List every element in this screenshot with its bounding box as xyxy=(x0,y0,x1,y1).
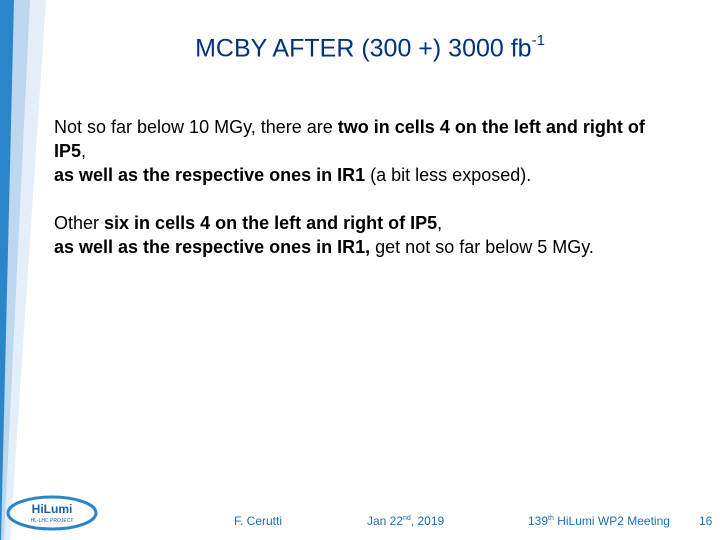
p1-line2-run-2: (a bit less exposed). xyxy=(365,165,532,185)
title-superscript: -1 xyxy=(531,32,545,49)
slide-title xyxy=(60,26,680,65)
paragraph-2 xyxy=(54,211,674,259)
p1-run-3: , xyxy=(81,141,87,161)
p2-line2-run-1: as well as the respective ones in IR1, xyxy=(54,237,371,257)
footer-meeting-prefix: 139 xyxy=(528,514,549,528)
footer-date-sup: nd xyxy=(403,515,411,522)
slide-body xyxy=(54,115,674,259)
p1-run-2: two in cells 4 on the left and right of IP5 xyxy=(54,117,645,161)
left-decorative-stripes xyxy=(0,0,70,540)
p2-run-1: Other xyxy=(54,213,105,233)
footer-meeting-suffix: HiLumi WP2 Meeting xyxy=(553,514,670,528)
p1-run-1: Not so far below 10 MGy, there are xyxy=(54,117,338,137)
footer-meeting-sup: th xyxy=(548,515,554,522)
p1-line2-run-1: as well as the respective ones in IR1 xyxy=(54,165,366,185)
footer-meeting xyxy=(528,514,670,532)
title-main: MCBY AFTER (300 +) 3000 fb xyxy=(195,34,532,63)
p2-run-3: , xyxy=(437,213,443,233)
footer-date-prefix: Jan 22 xyxy=(367,514,404,528)
paragraph-1 xyxy=(54,115,674,187)
footer-page-number: 16 xyxy=(699,514,713,528)
logo-subtext: HL-LHC PROJECT xyxy=(30,518,74,524)
footer-author: F. Cerutti xyxy=(234,514,283,528)
footer-date-suffix: , 2019 xyxy=(410,514,445,528)
hilumi-logo xyxy=(6,492,98,534)
p2-line2-run-2: get not so far below 5 MGy. xyxy=(370,237,594,257)
logo-text: HiLumi xyxy=(31,502,73,516)
p2-run-2: six in cells 4 on the left and right of IP5 xyxy=(104,213,438,233)
footer-date xyxy=(367,514,444,532)
